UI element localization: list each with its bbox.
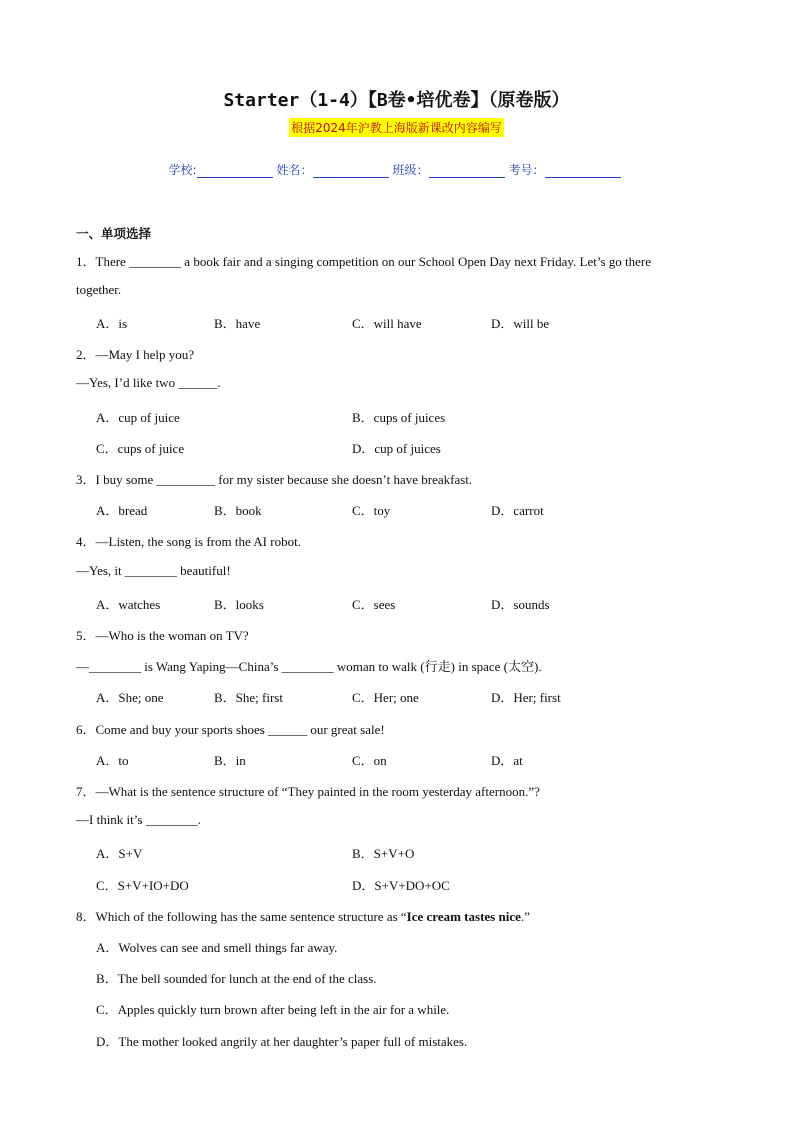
- question-6-option-c[interactable]: C．on: [352, 753, 387, 768]
- question-6-option-a[interactable]: A．to: [96, 753, 129, 768]
- subtitle: 根据2024年沪教上海版新课改内容编写: [289, 118, 504, 137]
- question-5-line-2: —________ is Wang Yaping—China’s ________ woman to walk (行走) in space (太空).: [76, 659, 542, 674]
- question-5-option-d[interactable]: D．Her; first: [491, 690, 561, 705]
- question-3-option-b[interactable]: B．book: [214, 503, 262, 518]
- question-2-option-a[interactable]: A．cup of juice: [96, 410, 180, 425]
- question-7-option-c[interactable]: C．S+V+IO+DO: [96, 878, 189, 893]
- class-label: 班级：: [392, 163, 429, 177]
- school-field[interactable]: [197, 163, 273, 178]
- question-2-option-b[interactable]: B．cups of juices: [352, 410, 446, 425]
- name-field[interactable]: [313, 163, 389, 178]
- question-8-text-pre: 8．Which of the following has the same sentence structure as “: [76, 909, 407, 924]
- question-3-option-a[interactable]: A．bread: [96, 503, 148, 518]
- question-7-option-a[interactable]: A．S+V: [96, 846, 143, 861]
- question-7-option-b[interactable]: B．S+V+O: [352, 846, 415, 861]
- question-7-line-2: —I think it’s ________.: [76, 812, 201, 827]
- question-7-option-d[interactable]: D．S+V+DO+OC: [352, 878, 450, 893]
- question-8-line-1: [76, 906, 530, 925]
- class-field[interactable]: [429, 163, 505, 178]
- question-1-option-c[interactable]: C．will have: [352, 316, 422, 331]
- question-4-option-a[interactable]: A．watches: [96, 597, 161, 612]
- question-4-option-b[interactable]: B．looks: [214, 597, 264, 612]
- name-label: 姓名：: [276, 163, 313, 177]
- question-4-option-d[interactable]: D．sounds: [491, 597, 550, 612]
- number-field[interactable]: [545, 163, 621, 178]
- question-8-option-d[interactable]: D．The mother looked angrily at her daughter’s paper full of mistakes.: [96, 1034, 468, 1049]
- question-6-line-1: 6．Come and buy your sports shoes ______ our great sale!: [76, 722, 385, 737]
- question-3-line-1: 3．I buy some _________ for my sister because she doesn’t have breakfast.: [76, 472, 473, 487]
- subtitle-wrap: [0, 118, 793, 137]
- question-7-line-1: 7．—What is the sentence structure of “They painted in the room yesterday afternoon.”?: [76, 784, 540, 799]
- question-6-option-d[interactable]: D．at: [491, 753, 523, 768]
- question-4-option-c[interactable]: C．sees: [352, 597, 396, 612]
- number-label: 考号：: [508, 163, 545, 177]
- question-1-line-2: together.: [76, 282, 122, 297]
- question-2-line-2: —Yes, I’d like two ______.: [76, 375, 221, 390]
- question-6-option-b[interactable]: B．in: [214, 753, 246, 768]
- question-8-option-b[interactable]: B．The bell sounded for lunch at the end of the class.: [96, 971, 377, 986]
- question-8-option-c[interactable]: C．Apples quickly turn brown after being left in the air for a while.: [96, 1002, 450, 1017]
- question-1-option-d[interactable]: D．will be: [491, 316, 550, 331]
- question-1-option-b[interactable]: B．have: [214, 316, 261, 331]
- question-4-line-2: —Yes, it ________ beautiful!: [76, 563, 231, 578]
- school-label: 学校:: [168, 163, 197, 177]
- question-1-line-1: 1．There ________ a book fair and a singing competition on our School Open Day next Friday. Let’s go there: [76, 254, 652, 269]
- question-3-option-d[interactable]: D．carrot: [491, 503, 544, 518]
- question-2-line-1: 2．—May I help you?: [76, 347, 195, 362]
- question-1-option-a[interactable]: A．is: [96, 316, 128, 331]
- question-2-option-d[interactable]: D．cup of juices: [352, 441, 441, 456]
- question-5-option-b[interactable]: B．She; first: [214, 690, 283, 705]
- section-title: 一、单项选择: [76, 226, 152, 241]
- question-5-option-a[interactable]: A．She; one: [96, 690, 164, 705]
- question-8-text-bold: Ice cream tastes nice: [406, 909, 521, 924]
- question-3-option-c[interactable]: C．toy: [352, 503, 391, 518]
- question-2-option-c[interactable]: C．cups of juice: [96, 441, 185, 456]
- student-info-row: [0, 161, 793, 178]
- page-title: Starter（1-4）【B卷•培优卷】（原卷版）: [223, 90, 570, 111]
- question-8-option-a[interactable]: A．Wolves can see and smell things far away.: [96, 940, 338, 955]
- question-8-text-post: .”: [520, 909, 530, 924]
- question-5-option-c[interactable]: C．Her; one: [352, 690, 419, 705]
- question-5-line-1: 5．—Who is the woman on TV?: [76, 628, 249, 643]
- question-4-line-1: 4．—Listen, the song is from the AI robot.: [76, 534, 301, 549]
